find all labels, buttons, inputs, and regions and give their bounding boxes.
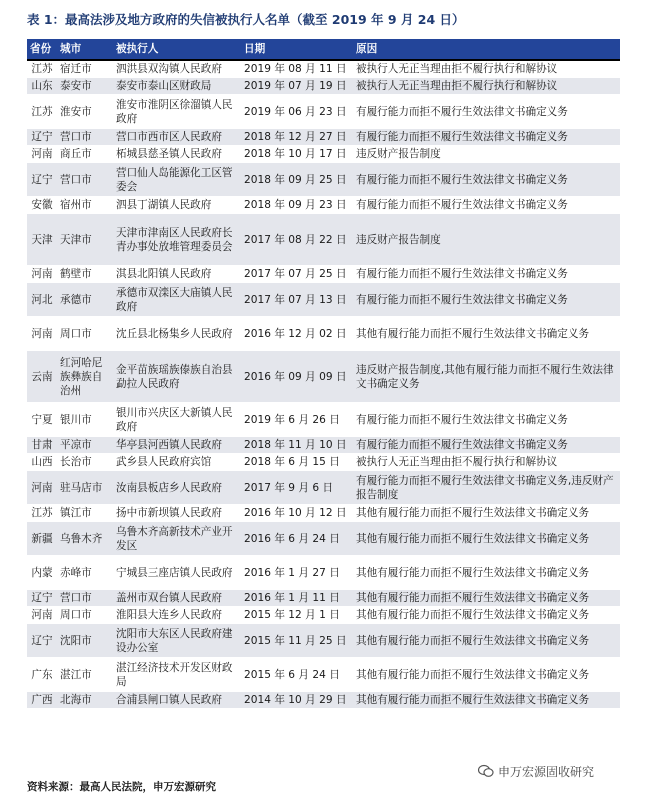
cell-reason: 其他有履行能力而拒不履行生效法律文书确定义务	[353, 505, 620, 522]
source-note: 资料来源：最高人民法院，申万宏源研究	[27, 781, 216, 793]
cell-reason: 违反财产报告制度,其他有履行能力而拒不履行生效法律文书确定义务	[353, 351, 620, 403]
cell-province: 辽宁	[27, 590, 57, 607]
cell-reason: 被执行人无正当理由拒不履行执行和解协议	[353, 78, 620, 95]
cell-debtor: 宁城县三座店镇人民政府	[113, 556, 241, 590]
cell-date: 2017 年 07 月 13 日	[241, 283, 353, 317]
table-row	[27, 95, 620, 129]
cell-city: 长治市	[57, 454, 113, 471]
cell-province: 辽宁	[27, 624, 57, 658]
cell-debtor: 泰安市泰山区财政局	[113, 78, 241, 95]
cell-debtor: 淮安市淮阴区徐溜镇人民政府	[113, 95, 241, 129]
cell-city: 周口市	[57, 607, 113, 624]
cell-city: 镇江市	[57, 505, 113, 522]
cell-province: 广西	[27, 692, 57, 709]
cell-reason: 其他有履行能力而拒不履行生效法律文书确定义务	[353, 624, 620, 658]
cell-city: 北海市	[57, 692, 113, 709]
table-row	[27, 317, 620, 351]
cell-province: 甘肃	[27, 437, 57, 454]
table-row	[27, 163, 620, 197]
table-row	[27, 146, 620, 163]
table-header-row	[27, 39, 620, 60]
table-row	[27, 60, 620, 78]
cell-debtor: 华亭县河西镇人民政府	[113, 437, 241, 454]
cell-debtor: 柘城县慈圣镇人民政府	[113, 146, 241, 163]
cell-date: 2019 年 07 月 19 日	[241, 78, 353, 95]
cell-city: 鹤壁市	[57, 266, 113, 283]
cell-province: 辽宁	[27, 129, 57, 146]
cell-date: 2016 年 12 月 02 日	[241, 317, 353, 351]
table-row	[27, 197, 620, 214]
table-title: 表 1：最高法涉及地方政府的失信被执行人名单（截至 2019 年 9 月 24 日）	[27, 12, 465, 27]
header-province: 省份	[27, 39, 57, 60]
cell-date: 2016 年 10 月 12 日	[241, 505, 353, 522]
cell-province: 江苏	[27, 60, 57, 78]
cell-reason: 有履行能力而拒不履行生效法律文书确定义务	[353, 403, 620, 437]
header-debtor: 被执行人	[113, 39, 241, 60]
table-row	[27, 590, 620, 607]
cell-reason: 有履行能力而拒不履行生效法律文书确定义务,违反财产报告制度	[353, 471, 620, 505]
table-row	[27, 624, 620, 658]
cell-reason: 违反财产报告制度	[353, 214, 620, 266]
header-city: 城市	[57, 39, 113, 60]
table-row	[27, 403, 620, 437]
cell-debtor: 天津市津南区人民政府长青办事处放堆管理委员会	[113, 214, 241, 266]
cell-province: 河南	[27, 471, 57, 505]
cell-reason: 违反财产报告制度	[353, 146, 620, 163]
cell-reason: 其他有履行能力而拒不履行生效法律文书确定义务	[353, 658, 620, 692]
cell-city: 商丘市	[57, 146, 113, 163]
cell-date: 2016 年 1 月 11 日	[241, 590, 353, 607]
cell-date: 2016 年 1 月 27 日	[241, 556, 353, 590]
cell-debtor: 盖州市双台镇人民政府	[113, 590, 241, 607]
cell-date: 2017 年 08 月 22 日	[241, 214, 353, 266]
cell-city: 乌鲁木齐	[57, 522, 113, 556]
table-row	[27, 283, 620, 317]
cell-reason: 被执行人无正当理由拒不履行执行和解协议	[353, 60, 620, 78]
table-row	[27, 522, 620, 556]
cell-reason: 其他有履行能力而拒不履行生效法律文书确定义务	[353, 590, 620, 607]
cell-province: 宁夏	[27, 403, 57, 437]
cell-date: 2019 年 06 月 23 日	[241, 95, 353, 129]
table-row	[27, 437, 620, 454]
table-row	[27, 129, 620, 146]
cell-debtor: 金平苗族瑶族傣族自治县勐拉人民政府	[113, 351, 241, 403]
cell-province: 内蒙	[27, 556, 57, 590]
cell-reason: 有履行能力而拒不履行生效法律文书确定义务	[353, 197, 620, 214]
cell-date: 2018 年 10 月 17 日	[241, 146, 353, 163]
cell-city: 营口市	[57, 590, 113, 607]
header-date: 日期	[241, 39, 353, 60]
cell-date: 2019 年 6 月 26 日	[241, 403, 353, 437]
table-row	[27, 556, 620, 590]
cell-debtor: 淇县北阳镇人民政府	[113, 266, 241, 283]
cell-date: 2018 年 6 月 15 日	[241, 454, 353, 471]
cell-date: 2018 年 09 月 25 日	[241, 163, 353, 197]
cell-city: 赤峰市	[57, 556, 113, 590]
cell-debtor: 营口市西市区人民政府	[113, 129, 241, 146]
cell-reason: 有履行能力而拒不履行生效法律文书确定义务	[353, 283, 620, 317]
cell-city: 天津市	[57, 214, 113, 266]
cell-city: 营口市	[57, 163, 113, 197]
cell-province: 河南	[27, 146, 57, 163]
cell-reason: 其他有履行能力而拒不履行生效法律文书确定义务	[353, 317, 620, 351]
dishonest-debtor-table	[27, 39, 620, 709]
table-body	[27, 60, 620, 709]
header-reason: 原因	[353, 39, 620, 60]
cell-reason: 有履行能力而拒不履行生效法律文书确定义务	[353, 266, 620, 283]
cell-debtor: 武乡县人民政府宾馆	[113, 454, 241, 471]
cell-province: 山西	[27, 454, 57, 471]
cell-province: 河南	[27, 266, 57, 283]
cell-date: 2018 年 12 月 27 日	[241, 129, 353, 146]
cell-reason: 有履行能力而拒不履行生效法律文书确定义务	[353, 95, 620, 129]
cell-city: 宿州市	[57, 197, 113, 214]
cell-debtor: 合浦县闸口镇人民政府	[113, 692, 241, 709]
cell-date: 2016 年 09 月 09 日	[241, 351, 353, 403]
cell-date: 2019 年 08 月 11 日	[241, 60, 353, 78]
cell-debtor: 湛江经济技术开发区财政局	[113, 658, 241, 692]
cell-debtor: 扬中市新坝镇人民政府	[113, 505, 241, 522]
cell-province: 江苏	[27, 505, 57, 522]
cell-date: 2017 年 9 月 6 日	[241, 471, 353, 505]
table-row	[27, 692, 620, 709]
cell-province: 广东	[27, 658, 57, 692]
cell-debtor: 营口仙人岛能源化工区管委会	[113, 163, 241, 197]
cell-reason: 其他有履行能力而拒不履行生效法律文书确定义务	[353, 522, 620, 556]
cell-reason: 有履行能力而拒不履行生效法律文书确定义务	[353, 437, 620, 454]
cell-debtor: 承德市双滦区大庙镇人民政府	[113, 283, 241, 317]
watermark-text: 申万宏源固收研究	[498, 764, 595, 779]
table-row	[27, 351, 620, 403]
cell-reason: 其他有履行能力而拒不履行生效法律文书确定义务	[353, 556, 620, 590]
cell-date: 2018 年 09 月 23 日	[241, 197, 353, 214]
cell-city: 红河哈尼族彝族自治州	[57, 351, 113, 403]
cell-debtor: 淮阳县大连乡人民政府	[113, 607, 241, 624]
cell-reason: 其他有履行能力而拒不履行生效法律文书确定义务	[353, 692, 620, 709]
cell-debtor: 泗县丁湖镇人民政府	[113, 197, 241, 214]
cell-city: 平凉市	[57, 437, 113, 454]
cell-province: 天津	[27, 214, 57, 266]
cell-debtor: 汝南县板店乡人民政府	[113, 471, 241, 505]
table-row	[27, 454, 620, 471]
cell-date: 2015 年 6 月 24 日	[241, 658, 353, 692]
cell-debtor: 泗洪县双沟镇人民政府	[113, 60, 241, 78]
cell-date: 2015 年 11 月 25 日	[241, 624, 353, 658]
table-row	[27, 214, 620, 266]
cell-date: 2014 年 10 月 29 日	[241, 692, 353, 709]
cell-reason: 有履行能力而拒不履行生效法律文书确定义务	[353, 163, 620, 197]
table-row	[27, 607, 620, 624]
cell-city: 营口市	[57, 129, 113, 146]
cell-province: 河北	[27, 283, 57, 317]
cell-city: 宿迁市	[57, 60, 113, 78]
cell-province: 云南	[27, 351, 57, 403]
table-row	[27, 78, 620, 95]
cell-city: 银川市	[57, 403, 113, 437]
cell-debtor: 沈丘县北杨集乡人民政府	[113, 317, 241, 351]
table-row	[27, 658, 620, 692]
cell-city: 泰安市	[57, 78, 113, 95]
cell-city: 湛江市	[57, 658, 113, 692]
cell-city: 沈阳市	[57, 624, 113, 658]
cell-reason: 其他有履行能力而拒不履行生效法律文书确定义务	[353, 607, 620, 624]
cell-province: 河南	[27, 317, 57, 351]
cell-reason: 被执行人无正当理由拒不履行执行和解协议	[353, 454, 620, 471]
cell-province: 辽宁	[27, 163, 57, 197]
wechat-icon	[478, 764, 494, 778]
cell-date: 2018 年 11 月 10 日	[241, 437, 353, 454]
cell-reason: 有履行能力而拒不履行生效法律文书确定义务	[353, 129, 620, 146]
cell-city: 驻马店市	[57, 471, 113, 505]
table-row	[27, 471, 620, 505]
cell-date: 2016 年 6 月 24 日	[241, 522, 353, 556]
cell-province: 江苏	[27, 95, 57, 129]
cell-city: 周口市	[57, 317, 113, 351]
watermark	[478, 761, 653, 781]
cell-province: 河南	[27, 607, 57, 624]
cell-city: 淮安市	[57, 95, 113, 129]
table-row	[27, 266, 620, 283]
cell-debtor: 乌鲁木齐高新技术产业开发区	[113, 522, 241, 556]
table-row	[27, 505, 620, 522]
cell-province: 安徽	[27, 197, 57, 214]
cell-province: 山东	[27, 78, 57, 95]
cell-debtor: 银川市兴庆区大新镇人民政府	[113, 403, 241, 437]
cell-province: 新疆	[27, 522, 57, 556]
cell-date: 2015 年 12 月 1 日	[241, 607, 353, 624]
cell-city: 承德市	[57, 283, 113, 317]
cell-date: 2017 年 07 月 25 日	[241, 266, 353, 283]
cell-debtor: 沈阳市大东区人民政府建设办公室	[113, 624, 241, 658]
